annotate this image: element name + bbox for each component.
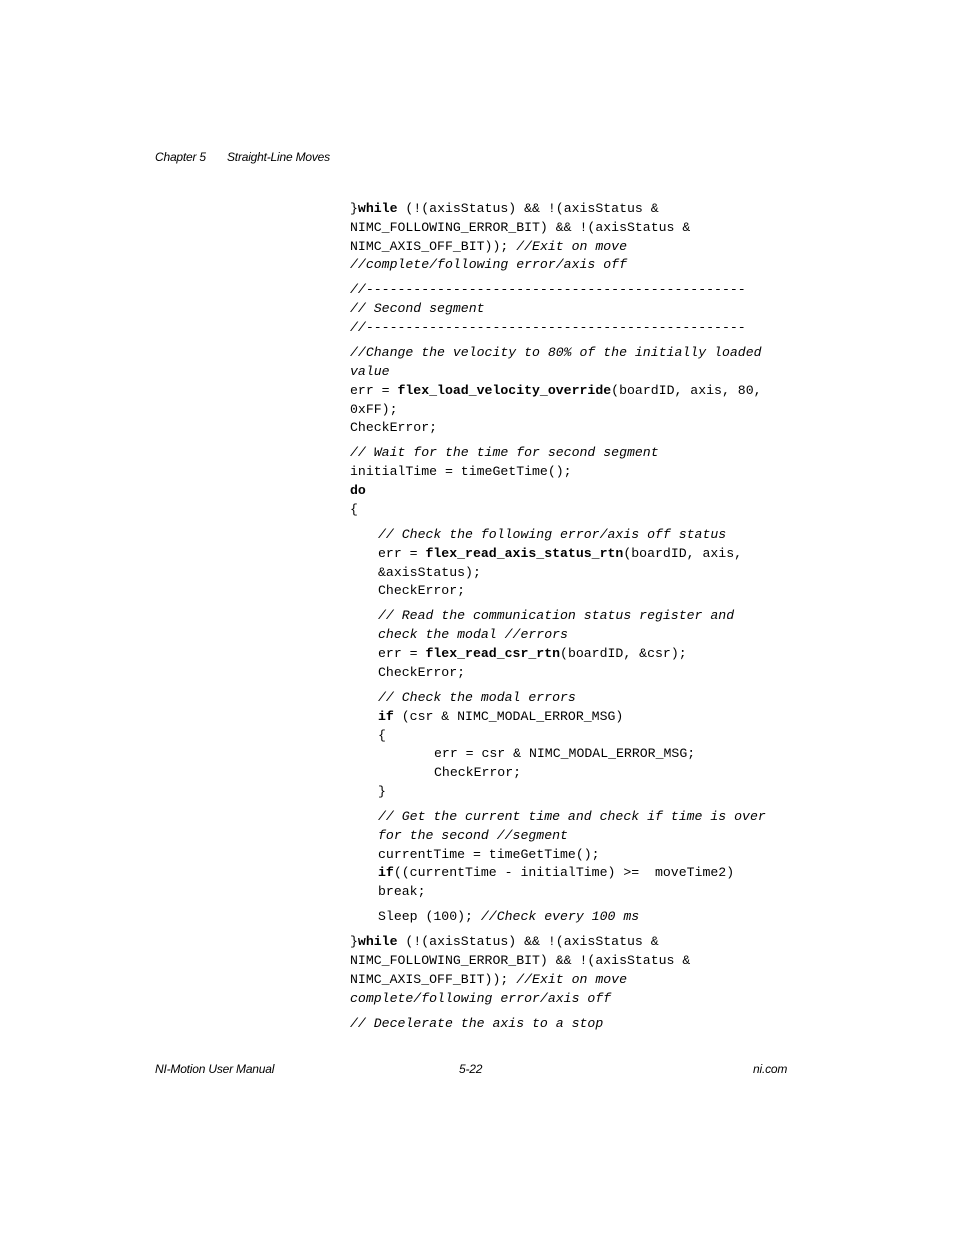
code-line: CheckError; bbox=[378, 583, 466, 599]
code-comment-line: // Check the following error/axis off status bbox=[378, 526, 727, 542]
code-text: (boardID, axis, bbox=[623, 545, 743, 561]
code-line bbox=[350, 545, 810, 564]
code-text: (boardID, axis, 80, bbox=[611, 382, 762, 398]
code-comment-line: // Read the communication status register and bbox=[378, 608, 735, 624]
running-header bbox=[155, 150, 330, 164]
code-comment-line: // Decelerate the axis to a stop bbox=[350, 1015, 604, 1031]
code-comment: //Check every 100 ms bbox=[480, 909, 640, 925]
code-listing bbox=[350, 200, 810, 1034]
code-comment-line: // Second segment bbox=[350, 301, 485, 317]
code-line bbox=[350, 238, 810, 257]
code-line: &axisStatus); bbox=[378, 564, 481, 580]
code-text: ((currentTime - initialTime) >= moveTime2) bbox=[393, 865, 735, 881]
code-line: } bbox=[378, 783, 386, 799]
code-line: CheckError; bbox=[350, 420, 438, 436]
chapter-title: Straight-Line Moves bbox=[227, 150, 330, 164]
code-comment-line: //------------------------------------------------ bbox=[350, 282, 746, 298]
code-text: NIMC_AXIS_OFF_BIT)); bbox=[350, 238, 517, 254]
code-text: NIMC_AXIS_OFF_BIT)); bbox=[350, 971, 517, 987]
code-line bbox=[350, 382, 810, 401]
code-comment-line: // Wait for the time for second segment bbox=[350, 445, 659, 461]
footer-manual-title: NI-Motion User Manual bbox=[155, 1062, 275, 1076]
code-line: err = csr & NIMC_MODAL_ERROR_MSG; bbox=[434, 746, 696, 762]
code-line: currentTime = timeGetTime(); bbox=[378, 846, 600, 862]
code-text: err = bbox=[378, 646, 426, 662]
code-line: { bbox=[378, 727, 386, 743]
code-line: NIMC_FOLLOWING_ERROR_BIT) && !(axisStatus & bbox=[350, 219, 691, 235]
footer-page-number: 5-22 bbox=[459, 1062, 483, 1076]
keyword: if bbox=[378, 865, 394, 881]
code-text: (boardID, &csr); bbox=[560, 646, 687, 662]
code-text: Sleep (100); bbox=[378, 909, 481, 925]
code-line: initialTime = timeGetTime(); bbox=[350, 464, 572, 480]
function-name: flex_read_csr_rtn bbox=[425, 646, 561, 662]
code-comment-line: check the modal //errors bbox=[378, 627, 568, 643]
code-comment-line: complete/following error/axis off bbox=[350, 990, 612, 1006]
code-line bbox=[350, 864, 810, 883]
code-line bbox=[350, 708, 810, 727]
code-text: (!(axisStatus) && !(axisStatus & bbox=[397, 934, 659, 950]
footer-website: ni.com bbox=[753, 1062, 788, 1076]
function-name: flex_read_axis_status_rtn bbox=[425, 545, 624, 561]
code-line bbox=[350, 645, 810, 664]
keyword: while bbox=[357, 934, 398, 950]
code-comment-line: //complete/following error/axis off bbox=[350, 257, 627, 273]
keyword-line: do bbox=[350, 483, 366, 499]
code-text: err = bbox=[378, 545, 426, 561]
code-line: { bbox=[350, 501, 358, 517]
code-text: (csr & NIMC_MODAL_ERROR_MSG) bbox=[393, 708, 624, 724]
code-text: err = bbox=[350, 382, 398, 398]
code-comment-line: for the second //segment bbox=[378, 827, 568, 843]
keyword: while bbox=[357, 201, 398, 216]
code-text: (!(axisStatus) && !(axisStatus & bbox=[397, 201, 659, 216]
code-comment-line: //------------------------------------------------ bbox=[350, 320, 746, 336]
code-comment-line: // Check the modal errors bbox=[378, 689, 576, 705]
chapter-label: Chapter 5 bbox=[155, 150, 206, 164]
code-line: 0xFF); bbox=[350, 401, 398, 417]
code-comment-line: value bbox=[350, 363, 390, 379]
code-line bbox=[350, 908, 810, 927]
code-text: } bbox=[350, 934, 358, 950]
code-line: NIMC_FOLLOWING_ERROR_BIT) && !(axisStatus & bbox=[350, 953, 691, 969]
code-comment-line: // Get the current time and check if time is over bbox=[378, 808, 766, 824]
code-line bbox=[350, 971, 810, 990]
code-comment: //Exit on move bbox=[516, 238, 627, 254]
function-name: flex_load_velocity_override bbox=[397, 382, 612, 398]
code-line bbox=[350, 933, 810, 952]
code-line: break; bbox=[378, 884, 426, 900]
code-line bbox=[350, 200, 810, 219]
code-line: CheckError; bbox=[378, 664, 466, 680]
code-comment-line: //Change the velocity to 80% of the initially loaded bbox=[350, 345, 762, 361]
code-line: CheckError; bbox=[434, 765, 522, 781]
keyword: if bbox=[378, 708, 394, 724]
code-comment: //Exit on move bbox=[516, 971, 627, 987]
code-text: } bbox=[350, 201, 358, 216]
